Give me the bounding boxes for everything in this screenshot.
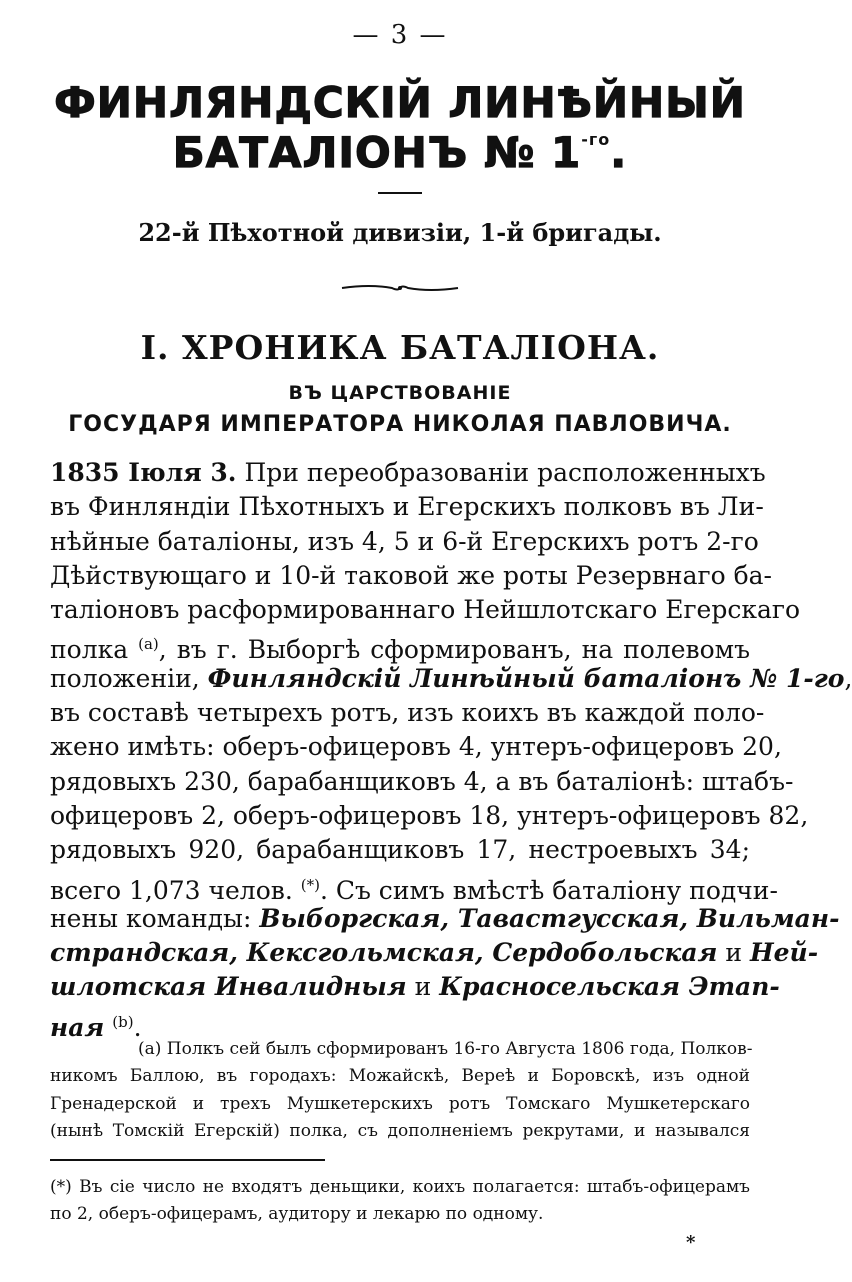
body-line: въ Финляндіи Пѣхотныхъ и Егерскихъ полковъ въ Ли- [50, 492, 764, 522]
body-line [50, 662, 852, 696]
footnote-line: по 2, оберъ-офицерамъ, аудитору и лекарю по одному. [50, 1204, 544, 1225]
body-text-run: и [414, 972, 432, 1002]
title-line-2 [0, 128, 800, 177]
footnote-divider [50, 1159, 325, 1161]
footnote-line: никомъ Баллою, въ городахъ: Можайскѣ, Верeѣ и Боровскѣ, изъ одной [50, 1066, 750, 1087]
body-line [50, 936, 819, 970]
body-line [50, 456, 766, 490]
body-line: Дѣйствующаго и 10-й таковой же роты Резервнаго ба- [50, 560, 772, 590]
title-line-2-text: БАТАЛІОНЪ № 1 [172, 128, 582, 177]
footnote-line: (*) Въ сіе число не входятъ деньщики, коихъ полагается: штабъ-офицерамъ [50, 1177, 750, 1197]
body-text-run: нены команды: [50, 903, 252, 933]
title-rule [378, 192, 422, 194]
footnote-line: (нынѣ Томскій Егерскій) полка, съ дополненіемъ рекрутами, и назывался [50, 1120, 750, 1141]
date-label: 1835 Іюля 3. [50, 458, 237, 487]
command-names-italic: Выборгская, Тавастгусская, Вильман- [259, 903, 840, 933]
body-text-run: , въ г. Выборгѣ сформированъ, на полевомъ [158, 635, 750, 665]
body-line: жено имѣть: оберъ-офицеровъ 4, унтеръ-офицеровъ 20, [50, 732, 782, 762]
body-line [50, 868, 778, 905]
body-line [50, 1005, 750, 1042]
chronicle-heading: I. ХРОНИКА БАТАЛІОНА. [140, 328, 660, 367]
subtitle: 22-й Пѣхотной дивизіи, 1-й бригады. [138, 218, 662, 247]
body-line: офицеровъ 2, оберъ-офицеровъ 18, унтеръ-офицеровъ 82, [50, 800, 809, 830]
reign-line-1: ВЪ ЦАРСТВОВАНІЕ [288, 382, 512, 404]
body-text-run: . Съ симъ вмѣстѣ баталіону подчи- [319, 875, 778, 905]
body-line [50, 970, 780, 1004]
title-line-2-sup: -го [581, 130, 611, 149]
reign-line-2: ГОСУДАРЯ ИМПЕРАТОРА НИКОЛАЯ ПАВЛОВИЧА. [68, 412, 732, 437]
page-number: — 3 — [352, 20, 448, 50]
footnote-line: Гренадерской и трехъ Мушкетерскихъ ротъ Томскаго Мушкетерскаго [50, 1093, 750, 1114]
body-line: таліоновъ расформированнаго Нейшлотскаго Егерскаго [50, 595, 801, 625]
body-text-run: положеніи, [50, 663, 200, 693]
title-line-1: ФИНЛЯНДСКІЙ ЛИНѢЙНЫЙ [54, 78, 746, 127]
body-text-run: полка [50, 635, 129, 665]
body-line: въ составѣ четырехъ ротъ, изъ коихъ въ каждой поло- [50, 698, 765, 728]
body-text-run: . [133, 1012, 142, 1042]
body-text-run: При переобразованіи расположенныхъ [244, 458, 766, 487]
body-line: нѣйные баталіоны, изъ 4, 5 и 6-й Егерскихъ ротъ 2-го [50, 526, 759, 556]
footnote-ref-star: (*) [300, 875, 320, 894]
battalion-name-italic: Финляндскій Линѣйный баталіонъ № 1-го [207, 663, 845, 693]
command-names-italic: страндская, Кексгольмская, Сердобольская [50, 938, 718, 968]
body-line [50, 902, 840, 936]
body-line: рядовыхъ 230, барабанщиковъ 4, а въ баталіонѣ: штабъ- [50, 766, 794, 796]
footnote-line: (а) Полкъ сей былъ сформированъ 16-го Августа 1806 года, Полков- [138, 1039, 753, 1059]
ornament-divider [340, 282, 460, 294]
signature-mark: * [686, 1232, 696, 1253]
footnote-ref-b: (b) [112, 1012, 134, 1031]
body-line: рядовыхъ 920, барабанщиковъ 17, нестроевыхъ 34; [50, 835, 750, 865]
footnote-ref-a: (а) [138, 635, 159, 654]
body-text-run: , [844, 663, 852, 693]
command-names-italic: ная [50, 1012, 105, 1042]
command-names-italic: Красносельская Этап- [439, 972, 780, 1002]
title-line-2-tail: . [610, 128, 628, 177]
body-text-run: всего 1,073 челов. [50, 875, 293, 905]
body-line [50, 627, 750, 665]
command-names-italic: Ней- [750, 938, 819, 968]
command-names-italic: шлотская Инвалидныя [50, 972, 407, 1002]
footnote-a [50, 1036, 753, 1145]
body-text-run: и [725, 938, 743, 968]
footnote-star [50, 1174, 750, 1229]
body-text [50, 456, 852, 1042]
